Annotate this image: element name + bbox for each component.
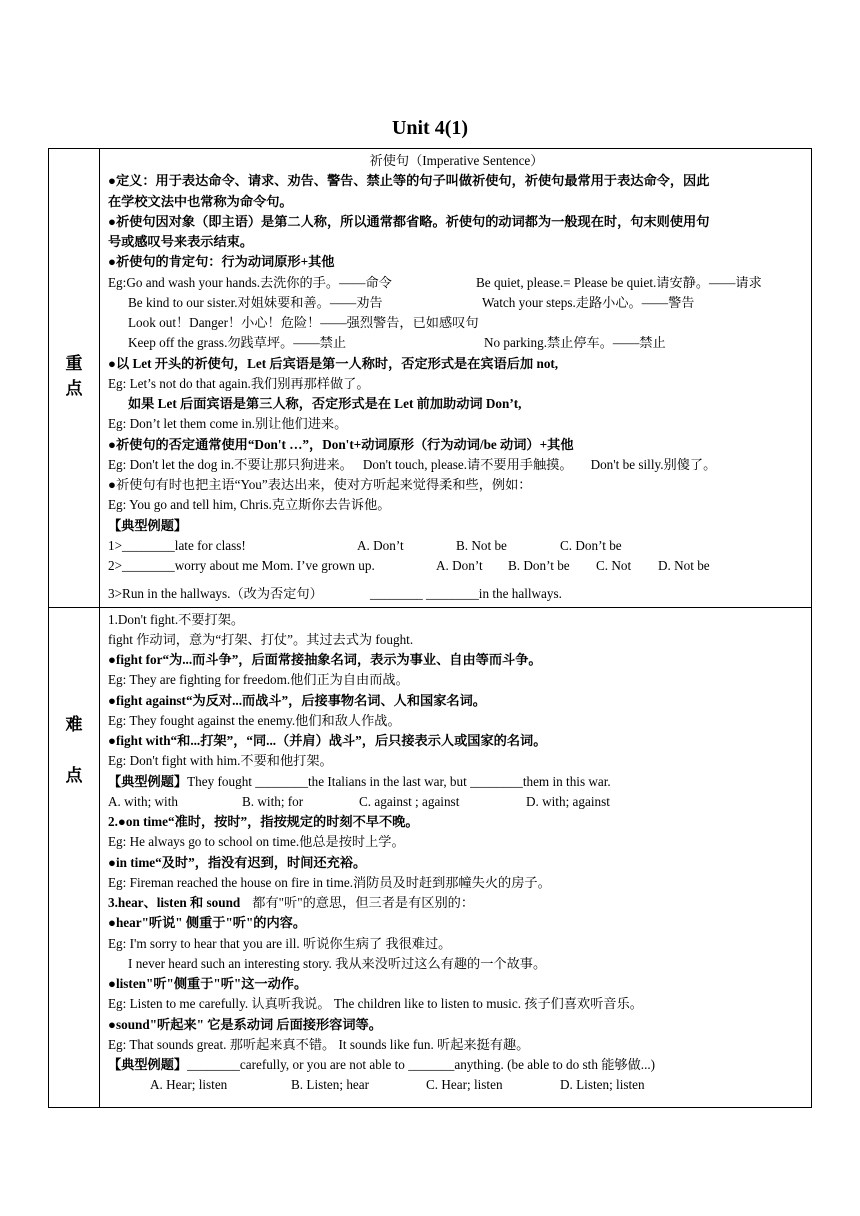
hear-example-2: I never heard such an interesting story. 我从来没听过这么有趣的一个故事。 xyxy=(128,955,547,971)
on-time-rule: 2.●on time“准时，按时”，指按规定的时刻不早不晚。 xyxy=(108,814,419,829)
fight-line-1: 1.Don't fight.不要打架。 xyxy=(108,611,245,627)
fight-option-a: A. with; with xyxy=(108,793,178,809)
question-1-option-c: C. Don’t be xyxy=(560,537,622,553)
fight-question-options xyxy=(108,792,805,812)
examples-heading: 【典型例题】 xyxy=(108,517,188,533)
hear-question-options xyxy=(108,1075,805,1095)
let-rule-2: 如果 Let 后面宾语是第三人称，否定形式是在 Let 前加助动词 Don’t, xyxy=(128,396,522,411)
example-line-1 xyxy=(108,273,805,293)
question-2-option-a: A. Don’t xyxy=(436,558,483,573)
you-example: Eg: You go and tell him, Chris.克立斯你去告诉他。 xyxy=(108,497,391,513)
sound-rule: ●sound"听起来" 它是系动词 后面接形容词等。 xyxy=(108,1016,382,1032)
fight-against-example: Eg: They fought against the enemy.他们和敌人作战。 xyxy=(108,712,401,728)
affirmative-rule: ●祈使句的肯定句：行为动词原形+其他 xyxy=(108,254,335,270)
in-time-example: Eg: Fireman reached the house on fire in time.消防员及时赶到那幢失火的房子。 xyxy=(108,874,551,890)
lesson-table xyxy=(48,148,812,1108)
hear-listen-sound-title: 3.hear、listen 和 sound xyxy=(108,895,241,910)
fight-option-b: B. with; for xyxy=(242,793,304,809)
question-2-option-d: D. Not be xyxy=(658,558,710,573)
page-title: Unit 4(1) xyxy=(391,117,469,139)
hear-question-text: ________carefully, or you are not able to _______anything. (be able to do sth 能够做...) xyxy=(187,1057,656,1072)
fight-question xyxy=(108,772,805,792)
negative-examples xyxy=(108,455,805,475)
example-line-3: Look out！Danger！小心！危险！——强烈警告，已如感叹句 xyxy=(128,315,479,330)
sound-example: Eg: That sounds great. 那听起来真不错。 It sounds like fun. 听起来挺有趣。 xyxy=(108,1036,530,1052)
section-heading: 祈使句（Imperative Sentence） xyxy=(369,153,544,168)
negative-example-a: Eg: Don't let the dog in.不要让那只狗进来。 xyxy=(108,456,353,472)
question-2-text: 2>________worry about me Mom. I’ve grown up. xyxy=(108,558,375,573)
negative-example-b: Don't touch, please.请不要用手触摸。 xyxy=(362,456,573,472)
hear-option-c: C. Hear; listen xyxy=(426,1077,503,1093)
hear-option-b: B. Listen; hear xyxy=(291,1077,370,1093)
example-2a: Be kind to our sister.对姐妹要和善。——劝告 xyxy=(128,294,383,310)
you-rule: ●祈使句有时也把主语“You”表达出来，使对方听起来觉得柔和些，例如： xyxy=(108,477,532,492)
let-example-1: Eg: Let’s not do that again.我们别再那样做了。 xyxy=(108,375,370,391)
question-1 xyxy=(108,536,805,556)
question-2-option-b: B. Don’t be xyxy=(508,558,570,573)
question-1-text: 1>________late for class! xyxy=(108,537,246,553)
question-2-option-c: C. Not xyxy=(596,558,632,573)
subject-line-2: 号或感叹号来表示结束。 xyxy=(108,234,254,249)
negative-example-c: Don't be silly.别傻了。 xyxy=(590,456,717,472)
hear-example-1: Eg: I'm sorry to hear that you are ill. 听说你生病了 我很难过。 xyxy=(108,935,452,951)
hear-option-d: D. Listen; listen xyxy=(560,1077,645,1093)
let-example-2: Eg: Don’t let them come in.别让他们进来。 xyxy=(108,416,348,432)
example-1b: Be quiet, please.= Please be quiet.请安静。——请求 xyxy=(476,274,762,290)
example-4a: Keep off the grass.勿践草坪。——禁止 xyxy=(128,335,347,351)
example-4b: No parking.禁止停车。——禁止 xyxy=(484,335,666,351)
fight-for-rule: ●fight for“为...而斗争”，后面常接抽象名词，表示为事业、自由等而斗争。 xyxy=(108,652,542,667)
fight-with-rule: ●fight with“和...打架”，“同...（并肩）战斗”，后只接表示人或国家的名词。 xyxy=(108,733,547,748)
fight-for-example: Eg: They are fighting for freedom.他们正为自由而战。 xyxy=(108,672,409,688)
fight-option-c: C. against ; against xyxy=(359,793,460,809)
let-rule-1: ●以 Let 开头的祈使句，Let 后宾语是第一人称时，否定形式是在宾语后加 not, xyxy=(108,355,559,371)
listen-example: Eg: Listen to me carefully. 认真听我说。 The children like to listen to music. 孩子们喜欢听音乐。 xyxy=(108,996,643,1012)
on-time-example: Eg: He always go to school on time.他总是按时上学。 xyxy=(108,834,405,850)
fight-line-2: fight 作动词，意为“打架、打仗”。其过去式为 fought. xyxy=(108,631,414,647)
question-1-option-b: B. Not be xyxy=(456,537,507,553)
difficult-points-label-cell xyxy=(49,607,100,1107)
listen-rule: ●listen"听"侧重于"听"这一动作。 xyxy=(108,976,308,991)
question-3-blank: ________ ________in the hallways. xyxy=(370,586,562,602)
definition-line-1: ●定义：用于表达命令、请求、劝告、警告、禁止等的句子叫做祈使句，祈使句最常用于表达命令，因此 xyxy=(108,173,710,189)
question-3 xyxy=(108,584,805,604)
fight-with-example: Eg: Don't fight with him.不要和他打架。 xyxy=(108,753,333,769)
hear-question-heading: 【典型例题】 xyxy=(108,1057,188,1072)
example-line-4 xyxy=(108,333,805,353)
key-points-label-cell xyxy=(49,149,100,608)
fight-question-text: They fought ________the Italians in the last war, but ________them in this war. xyxy=(187,773,611,789)
example-line-2 xyxy=(108,293,805,313)
example-1a: Eg:Go and wash your hands.去洗你的手。——命令 xyxy=(108,274,392,290)
difficult-points-row xyxy=(49,607,812,1107)
difficult-points-label-2: 点 xyxy=(65,765,83,785)
hear-question xyxy=(108,1055,805,1075)
definition-line-2: 在学校文法中也常称为命令句。 xyxy=(108,193,293,209)
hear-listen-sound-desc: 都有"听"的意思，但三者是有区别的： xyxy=(252,895,475,910)
key-points-row xyxy=(49,149,812,608)
key-points-label-2: 点 xyxy=(65,379,83,398)
difficult-points-label-1: 难 xyxy=(65,714,83,734)
question-2 xyxy=(108,556,805,576)
hear-option-a: A. Hear; listen xyxy=(150,1077,228,1093)
question-3-text: 3>Run in the hallways.（改为否定句） xyxy=(108,586,323,602)
key-points-label-1: 重 xyxy=(65,354,83,373)
hear-listen-sound-heading xyxy=(108,893,805,913)
question-1-option-a: A. Don’t xyxy=(357,537,404,553)
subject-line-1: ●祈使句因对象（即主语）是第二人称，所以通常都省略。祈使句的动词都为一般现在时，句末则使用句 xyxy=(108,213,710,229)
fight-question-heading: 【典型例题】 xyxy=(108,773,188,789)
fight-option-d: D. with; against xyxy=(526,793,610,809)
example-2b: Watch your steps.走路小心。——警告 xyxy=(482,294,695,310)
key-points-content xyxy=(100,149,812,608)
negative-rule: ●祈使句的否定通常使用“Don't …”，Don't+动词原形（行为动词/be 动词）+其他 xyxy=(108,436,574,452)
in-time-rule: ●in time“及时”，指没有迟到，时间还充裕。 xyxy=(108,854,367,870)
fight-against-rule: ●fight against“为反对...而战斗”，后接事物名词、人和国家名词。 xyxy=(108,692,486,708)
hear-rule: ●hear"听说" 侧重于"听"的内容。 xyxy=(108,915,307,931)
difficult-points-content xyxy=(100,607,812,1107)
